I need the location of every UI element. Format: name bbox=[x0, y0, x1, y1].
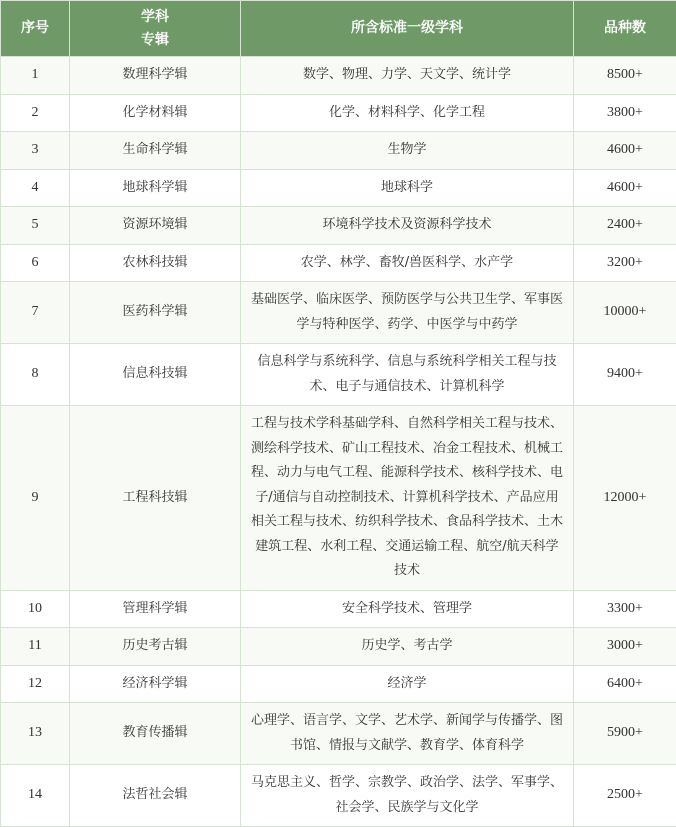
row-index: 12 bbox=[1, 665, 70, 703]
row-series: 医药科学辑 bbox=[70, 282, 241, 344]
row-index: 2 bbox=[1, 94, 70, 132]
row-index: 6 bbox=[1, 244, 70, 282]
row-index: 10 bbox=[1, 590, 70, 628]
row-series: 化学材料辑 bbox=[70, 94, 241, 132]
row-index: 5 bbox=[1, 207, 70, 245]
row-count: 3000+ bbox=[574, 628, 676, 666]
row-disciplines: 生物学 bbox=[241, 132, 574, 170]
row-series: 经济科学辑 bbox=[70, 665, 241, 703]
row-count: 3800+ bbox=[574, 94, 676, 132]
table-row bbox=[1, 628, 676, 666]
row-count: 8500+ bbox=[574, 57, 676, 95]
table-row bbox=[1, 207, 676, 245]
row-series: 工程科技辑 bbox=[70, 406, 241, 591]
row-series: 教育传播辑 bbox=[70, 703, 241, 765]
row-series: 法哲社会辑 bbox=[70, 765, 241, 827]
row-series: 资源环境辑 bbox=[70, 207, 241, 245]
row-disciplines: 化学、材料科学、化学工程 bbox=[241, 94, 574, 132]
row-disciplines: 马克思主义、哲学、宗教学、政治学、法学、军事学、社会学、民族学与文化学 bbox=[241, 765, 574, 827]
row-disciplines: 农学、林学、畜牧/兽医科学、水产学 bbox=[241, 244, 574, 282]
row-series: 生命科学辑 bbox=[70, 132, 241, 170]
row-count: 9400+ bbox=[574, 344, 676, 406]
row-index: 7 bbox=[1, 282, 70, 344]
header-disciplines: 所含标准一级学科 bbox=[241, 1, 574, 57]
table-row bbox=[1, 57, 676, 95]
row-disciplines: 基础医学、临床医学、预防医学与公共卫生学、军事医学与特种医学、药学、中医学与中药学 bbox=[241, 282, 574, 344]
header-series-line2: 专辑 bbox=[70, 29, 240, 52]
row-series: 信息科技辑 bbox=[70, 344, 241, 406]
row-count: 4600+ bbox=[574, 132, 676, 170]
table-row bbox=[1, 344, 676, 406]
row-index: 4 bbox=[1, 169, 70, 207]
row-disciplines: 环境科学技术及资源科学技术 bbox=[241, 207, 574, 245]
row-count: 4600+ bbox=[574, 169, 676, 207]
table-row bbox=[1, 765, 676, 827]
row-disciplines: 工程与技术学科基础学科、自然科学相关工程与技术、测绘科学技术、矿山工程技术、冶金工程技术、机械工程、动力与电气工程、能源科学技术、核科学技术、电子/通信与自动控制技术、计算机科学技术、产品应用相关工程与技术、纺织科学技术、食品科学技术、土木建筑工程、水利工程、交通运输工程、航空/航天科学技术 bbox=[241, 406, 574, 591]
row-disciplines: 信息科学与系统科学、信息与系统科学相关工程与技术、电子与通信技术、计算机科学 bbox=[241, 344, 574, 406]
row-count: 6400+ bbox=[574, 665, 676, 703]
header-count: 品种数 bbox=[574, 1, 676, 57]
row-series: 管理科学辑 bbox=[70, 590, 241, 628]
row-index: 8 bbox=[1, 344, 70, 406]
table-row bbox=[1, 132, 676, 170]
table-header-row bbox=[1, 1, 676, 57]
row-index: 9 bbox=[1, 406, 70, 591]
table-row bbox=[1, 94, 676, 132]
row-index: 13 bbox=[1, 703, 70, 765]
row-count: 3300+ bbox=[574, 590, 676, 628]
row-series: 历史考古辑 bbox=[70, 628, 241, 666]
header-series bbox=[70, 1, 241, 57]
row-index: 14 bbox=[1, 765, 70, 827]
row-count: 3200+ bbox=[574, 244, 676, 282]
table-row bbox=[1, 169, 676, 207]
row-count: 2400+ bbox=[574, 207, 676, 245]
row-disciplines: 历史学、考古学 bbox=[241, 628, 574, 666]
table-row bbox=[1, 590, 676, 628]
row-disciplines: 地球科学 bbox=[241, 169, 574, 207]
table-row bbox=[1, 244, 676, 282]
row-count: 10000+ bbox=[574, 282, 676, 344]
header-idx: 序号 bbox=[1, 1, 70, 57]
table-row bbox=[1, 282, 676, 344]
row-disciplines: 安全科学技术、管理学 bbox=[241, 590, 574, 628]
header-series-line1: 学科 bbox=[70, 6, 240, 29]
row-disciplines: 数学、物理、力学、天文学、统计学 bbox=[241, 57, 574, 95]
row-index: 3 bbox=[1, 132, 70, 170]
row-count: 12000+ bbox=[574, 406, 676, 591]
row-index: 1 bbox=[1, 57, 70, 95]
row-series: 农林科技辑 bbox=[70, 244, 241, 282]
row-series: 地球科学辑 bbox=[70, 169, 241, 207]
row-index: 11 bbox=[1, 628, 70, 666]
row-disciplines: 心理学、语言学、文学、艺术学、新闻学与传播学、图书馆、情报与文献学、教育学、体育科学 bbox=[241, 703, 574, 765]
table-row bbox=[1, 703, 676, 765]
row-count: 2500+ bbox=[574, 765, 676, 827]
table-row bbox=[1, 665, 676, 703]
row-disciplines: 经济学 bbox=[241, 665, 574, 703]
row-count: 5900+ bbox=[574, 703, 676, 765]
table-row bbox=[1, 406, 676, 591]
row-series: 数理科学辑 bbox=[70, 57, 241, 95]
